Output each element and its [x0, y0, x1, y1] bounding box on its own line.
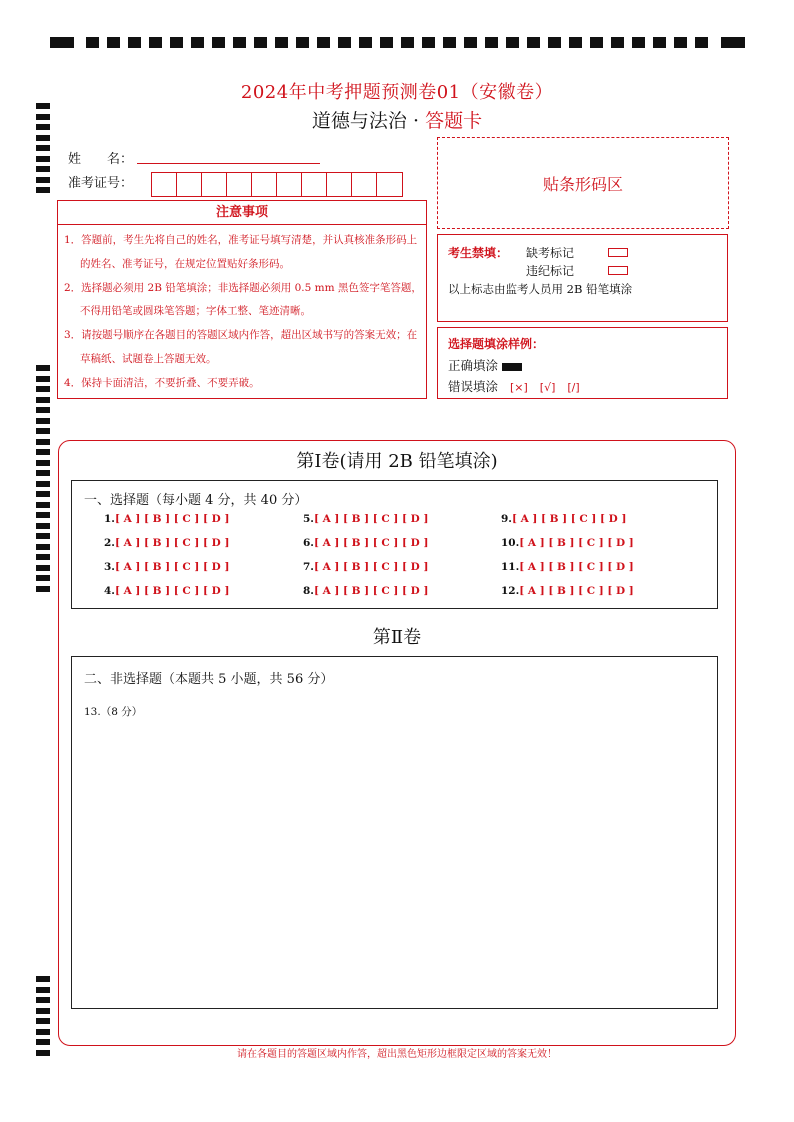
timing-mark [170, 37, 183, 48]
timing-marks-top [50, 37, 745, 51]
timing-mark [107, 37, 120, 48]
timing-mark [36, 491, 50, 497]
timing-mark [485, 37, 498, 48]
timing-mark [611, 37, 624, 48]
timing-mark [36, 397, 50, 403]
timing-mark [36, 135, 50, 141]
wrong-mark-slash: [/] [567, 381, 580, 394]
id-digit-box[interactable] [352, 173, 377, 196]
examiner-only-box [437, 234, 728, 322]
name-label: 姓 名： [68, 152, 134, 167]
mc-question[interactable]: 2.[ A ] [ B ] [ C ] [ D ] [104, 537, 230, 549]
notice-item: 3．请按题号顺序在各题目的答题区域内作答，超出区域书写的答案无效；在草稿纸、试题卷上答题无效。 [64, 329, 418, 365]
open-section-title: 二、非选择题（本题共 5 小题，共 56 分） [84, 672, 334, 687]
timing-mark [359, 37, 372, 48]
mc-section-title: 一、选择题（每小题 4 分，共 40 分） [84, 493, 308, 508]
notice-box [57, 200, 427, 399]
timing-mark [36, 987, 50, 993]
timing-mark [36, 533, 50, 539]
subject-title [0, 106, 794, 133]
mc-question[interactable]: 12.[ A ] [ B ] [ C ] [ D ] [501, 585, 634, 597]
timing-mark [653, 37, 666, 48]
timing-mark [548, 37, 561, 48]
timing-mark [36, 502, 50, 508]
barcode-label: 贴条形码区 [542, 175, 623, 194]
id-digit-box[interactable] [202, 173, 227, 196]
timing-mark [36, 386, 50, 392]
title-separator: · [412, 110, 420, 132]
timing-mark [36, 376, 50, 382]
mc-question[interactable]: 9.[ A ] [ B ] [ C ] [ D ] [501, 513, 627, 525]
correct-fill-row [448, 356, 522, 374]
timing-mark [36, 1029, 50, 1035]
notice-title: 注意事项 [58, 201, 426, 225]
timing-mark [317, 37, 330, 48]
multiple-choice-box [71, 480, 718, 609]
timing-mark [36, 177, 50, 183]
id-digit-box[interactable] [377, 173, 402, 196]
notice-item: 4．保持卡面清洁，不要折叠、不要弄破。 [64, 376, 260, 389]
mc-question[interactable]: 8.[ A ] [ B ] [ C ] [ D ] [303, 585, 429, 597]
timing-mark [401, 37, 414, 48]
timing-mark [443, 37, 456, 48]
timing-mark [36, 586, 50, 592]
timing-mark [674, 37, 687, 48]
id-digit-box[interactable] [152, 173, 177, 196]
notice-list [64, 229, 424, 396]
timing-mark [36, 156, 50, 162]
id-digit-box[interactable] [227, 173, 252, 196]
timing-mark [36, 418, 50, 424]
id-digit-box[interactable] [327, 173, 352, 196]
timing-mark [212, 37, 225, 48]
timing-mark [36, 365, 50, 371]
exam-title: 2024年中考押题预测卷01（安徽卷） [240, 82, 554, 103]
timing-mark [36, 544, 50, 550]
id-digit-box[interactable] [177, 173, 202, 196]
timing-mark [527, 37, 540, 48]
timing-mark [191, 37, 204, 48]
timing-mark [36, 1018, 50, 1024]
fill-sample-box [437, 327, 728, 399]
timing-mark [254, 37, 267, 48]
wrong-fill-row [448, 377, 580, 395]
wrong-mark-check: [√] [539, 381, 556, 394]
filled-block-icon [502, 363, 522, 371]
timing-mark [721, 37, 745, 48]
mc-question[interactable]: 7.[ A ] [ B ] [ C ] [ D ] [303, 561, 429, 573]
timing-mark [695, 37, 708, 48]
violation-mark-label: 违纪标记 [526, 264, 575, 278]
timing-mark [275, 37, 288, 48]
fill-sample-title: 选择题填涂样例： [448, 337, 545, 351]
mc-question[interactable]: 4.[ A ] [ B ] [ C ] [ D ] [104, 585, 230, 597]
mc-question[interactable]: 5.[ A ] [ B ] [ C ] [ D ] [303, 513, 429, 525]
wrong-mark-cross: [×] [510, 381, 528, 394]
mc-question[interactable]: 1.[ A ] [ B ] [ C ] [ D ] [104, 513, 230, 525]
question-13-label: 13.（8 分） [84, 706, 143, 718]
timing-mark [422, 37, 435, 48]
absent-mark-label: 缺考标记 [526, 246, 575, 260]
timing-mark [86, 37, 99, 48]
barcode-area [437, 137, 729, 229]
wrong-fill-label: 错误填涂 [448, 379, 499, 394]
mc-question[interactable]: 6.[ A ] [ B ] [ C ] [ D ] [303, 537, 429, 549]
timing-mark [632, 37, 645, 48]
examiner-only-title: 考生禁填： [448, 246, 509, 260]
part1-title: 第Ⅰ卷(请用 2B 铅笔填涂) [296, 451, 498, 472]
id-digit-box[interactable] [302, 173, 327, 196]
exam-id-label: 准考证号： [68, 176, 134, 191]
violation-mark-box[interactable] [608, 266, 628, 275]
timing-mark [36, 187, 50, 193]
examiner-note: 以上标志由监考人员用 2B 铅笔填涂 [448, 282, 633, 296]
timing-mark [36, 439, 50, 445]
timing-mark [36, 997, 50, 1003]
timing-mark [50, 37, 74, 48]
timing-mark [296, 37, 309, 48]
notice-item: 2．选择题必须用 2B 铅笔填涂；非选择题必须用 0.5 mm 黑色签字笔答题，不得用铅笔或圆珠笔答题；字体工整、笔迹清晰。 [64, 281, 422, 318]
part2-title: 第Ⅱ卷 [372, 627, 422, 648]
absent-mark-row [526, 244, 574, 261]
absent-mark-box[interactable] [608, 248, 628, 257]
timing-mark [338, 37, 351, 48]
mc-question[interactable]: 10.[ A ] [ B ] [ C ] [ D ] [501, 537, 634, 549]
timing-mark [36, 428, 50, 434]
timing-mark [36, 481, 50, 487]
timing-mark [36, 512, 50, 518]
subject-name: 道德与法治 [311, 110, 407, 132]
mc-question[interactable]: 11.[ A ] [ B ] [ C ] [ D ] [501, 561, 634, 573]
card-label: 答题卡 [425, 110, 483, 132]
exam-id-boxes[interactable] [151, 172, 403, 197]
timing-mark [36, 575, 50, 581]
timing-mark [36, 976, 50, 982]
violation-mark-row [526, 262, 574, 279]
timing-mark [149, 37, 162, 48]
name-field[interactable] [137, 163, 320, 164]
timing-mark [36, 523, 50, 529]
timing-mark [590, 37, 603, 48]
timing-mark [569, 37, 582, 48]
timing-mark [36, 407, 50, 413]
timing-mark [36, 554, 50, 560]
timing-mark [36, 145, 50, 151]
timing-mark [464, 37, 477, 48]
timing-mark [128, 37, 141, 48]
id-digit-box[interactable] [252, 173, 277, 196]
timing-mark [36, 1008, 50, 1014]
timing-mark [233, 37, 246, 48]
mc-question[interactable]: 3.[ A ] [ B ] [ C ] [ D ] [104, 561, 230, 573]
timing-mark [506, 37, 519, 48]
timing-mark [36, 166, 50, 172]
id-digit-box[interactable] [277, 173, 302, 196]
correct-fill-label: 正确填涂 [448, 358, 499, 373]
notice-item: 1．答题前，考生先将自己的姓名，准考证号填写清楚，并认真核准条形码上的姓名、准考证号，在规定位置贴好条形码。 [64, 234, 418, 270]
timing-mark [380, 37, 393, 48]
timing-mark [36, 565, 50, 571]
footer-warning: 请在各题目的答题区域内作答，超出黑色矩形边框限定区域的答案无效！ [237, 1049, 557, 1060]
open-answer-box[interactable] [71, 656, 718, 1009]
